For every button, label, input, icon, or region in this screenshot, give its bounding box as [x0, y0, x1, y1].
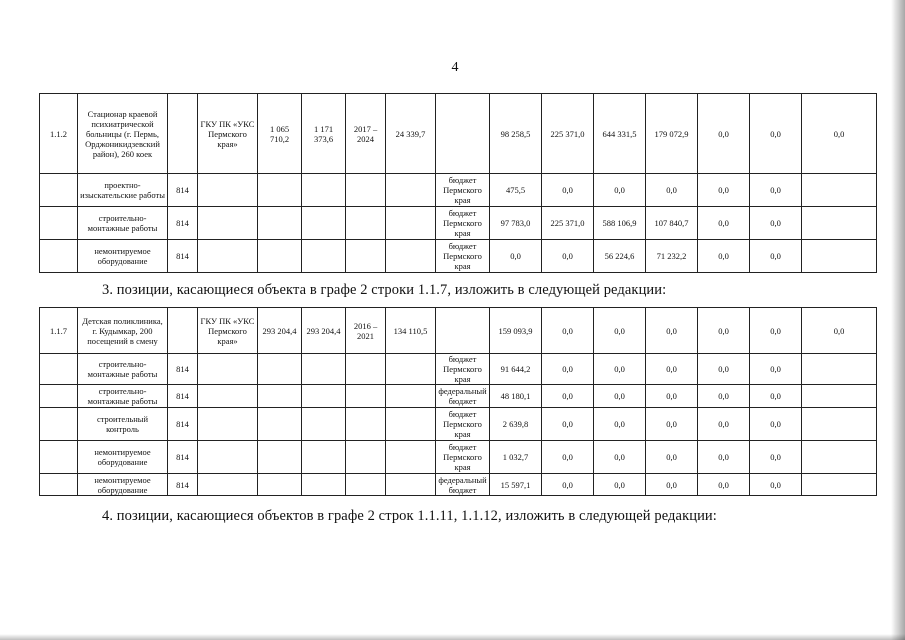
year-value: 179 072,9 — [646, 94, 698, 174]
table-row — [40, 474, 877, 496]
code-cell — [168, 308, 198, 354]
code-cell: 814 — [168, 207, 198, 240]
code-cell: 814 — [168, 474, 198, 496]
empty-cell — [198, 174, 258, 207]
year-value: 0,0 — [646, 354, 698, 385]
work-type: строительно-монтажные работы — [78, 354, 168, 385]
code-cell: 814 — [168, 408, 198, 441]
year-value: 0,0 — [698, 385, 750, 408]
empty-cell — [302, 474, 346, 496]
empty-cell — [802, 207, 877, 240]
year-value: 0,0 — [542, 240, 594, 273]
year-value: 56 224,6 — [594, 240, 646, 273]
year-value: 97 783,0 — [490, 207, 542, 240]
source-cell — [436, 94, 490, 174]
period-cell: 2016 – 2021 — [346, 308, 386, 354]
work-type: проектно-изыскательские работы — [78, 174, 168, 207]
year-value: 0,0 — [698, 94, 750, 174]
section-4-heading: 4. позиции, касающиеся объектов в графе 2 строк 1.1.11, 1.1.12, изложить в следующей редакции: — [102, 508, 717, 524]
year-value: 644 331,5 — [594, 94, 646, 174]
year-value: 0,0 — [594, 408, 646, 441]
table-row — [40, 240, 877, 273]
empty-cell — [40, 354, 78, 385]
year-value: 0,0 — [698, 174, 750, 207]
empty-cell — [40, 441, 78, 474]
year-value: 0,0 — [542, 174, 594, 207]
year-value: 0,0 — [750, 207, 802, 240]
code-cell: 814 — [168, 174, 198, 207]
empty-cell — [198, 408, 258, 441]
year-value: 48 180,1 — [490, 385, 542, 408]
empty-cell — [198, 207, 258, 240]
empty-cell — [40, 408, 78, 441]
year-value: 0,0 — [594, 174, 646, 207]
year-value: 0,0 — [750, 441, 802, 474]
empty-cell — [40, 385, 78, 408]
year-value: 475,5 — [490, 174, 542, 207]
table-row — [40, 354, 877, 385]
year-value: 0,0 — [594, 474, 646, 496]
year-value: 0,0 — [594, 354, 646, 385]
empty-cell — [802, 240, 877, 273]
year-value: 0,0 — [542, 308, 594, 354]
work-type: немонтируемое оборудование — [78, 240, 168, 273]
page-number: 4 — [451, 60, 459, 75]
year-value: 0,0 — [802, 94, 877, 174]
empty-cell — [386, 385, 436, 408]
work-type: строительно-монтажные работы — [78, 207, 168, 240]
table-row — [40, 441, 877, 474]
empty-cell — [302, 240, 346, 273]
empty-cell — [802, 474, 877, 496]
funding-source: бюджет Пермского края — [436, 354, 490, 385]
empty-cell — [302, 385, 346, 408]
funding-source: бюджет Пермского края — [436, 240, 490, 273]
empty-cell — [40, 174, 78, 207]
empty-cell — [346, 240, 386, 273]
year-value: 0,0 — [646, 174, 698, 207]
empty-cell — [198, 441, 258, 474]
year-value: 0,0 — [750, 174, 802, 207]
empty-cell — [302, 207, 346, 240]
empty-cell — [258, 441, 302, 474]
empty-cell — [386, 240, 436, 273]
empty-cell — [802, 174, 877, 207]
year-value: 0,0 — [646, 385, 698, 408]
year-value: 0,0 — [646, 308, 698, 354]
year-value: 0,0 — [542, 385, 594, 408]
year-value: 0,0 — [698, 354, 750, 385]
code-cell — [168, 94, 198, 174]
empty-cell — [346, 474, 386, 496]
period-cell: 2017 – 2024 — [346, 94, 386, 174]
empty-cell — [386, 354, 436, 385]
empty-cell — [386, 408, 436, 441]
year-value: 98 258,5 — [490, 94, 542, 174]
customer-org: ГКУ ПК «УКС Пермского края» — [198, 94, 258, 174]
empty-cell — [386, 174, 436, 207]
empty-cell — [40, 474, 78, 496]
year-value: 0,0 — [802, 308, 877, 354]
year-value: 0,0 — [646, 408, 698, 441]
empty-cell — [198, 240, 258, 273]
row-number: 1.1.2 — [40, 94, 78, 174]
row-number: 1.1.7 — [40, 308, 78, 354]
year-value: 107 840,7 — [646, 207, 698, 240]
funding-source: федеральный бюджет — [436, 385, 490, 408]
customer-org: ГКУ ПК «УКС Пермского края» — [198, 308, 258, 354]
empty-cell — [258, 354, 302, 385]
value-cell: 24 339,7 — [386, 94, 436, 174]
empty-cell — [802, 385, 877, 408]
cost-cell: 1 171 373,6 — [302, 94, 346, 174]
empty-cell — [258, 408, 302, 441]
year-value: 0,0 — [750, 308, 802, 354]
year-value: 588 106,9 — [594, 207, 646, 240]
year-value: 0,0 — [698, 474, 750, 496]
scan-bottom-shadow — [0, 634, 905, 640]
object-table-1-1-2 — [39, 93, 877, 273]
year-value: 0,0 — [750, 240, 802, 273]
table-row — [40, 207, 877, 240]
empty-cell — [346, 174, 386, 207]
empty-cell — [198, 474, 258, 496]
year-value: 0,0 — [698, 308, 750, 354]
year-value: 0,0 — [542, 441, 594, 474]
scan-edge-shadow — [891, 0, 905, 640]
year-value: 225 371,0 — [542, 94, 594, 174]
empty-cell — [302, 354, 346, 385]
empty-cell — [802, 354, 877, 385]
empty-cell — [386, 474, 436, 496]
year-value: 0,0 — [698, 408, 750, 441]
work-type: немонтируемое оборудование — [78, 441, 168, 474]
empty-cell — [258, 207, 302, 240]
code-cell: 814 — [168, 354, 198, 385]
code-cell: 814 — [168, 240, 198, 273]
code-cell: 814 — [168, 385, 198, 408]
year-value: 2 639,8 — [490, 408, 542, 441]
code-cell: 814 — [168, 441, 198, 474]
work-type: немонтируемое оборудование — [78, 474, 168, 496]
empty-cell — [258, 385, 302, 408]
year-value: 159 093,9 — [490, 308, 542, 354]
empty-cell — [302, 408, 346, 441]
table-row — [40, 174, 877, 207]
empty-cell — [302, 441, 346, 474]
year-value: 0,0 — [594, 385, 646, 408]
table-row — [40, 408, 877, 441]
empty-cell — [386, 441, 436, 474]
year-value: 0,0 — [698, 441, 750, 474]
year-value: 15 597,1 — [490, 474, 542, 496]
cost-cell: 1 065 710,2 — [258, 94, 302, 174]
object-table-1-1-7 — [39, 307, 877, 496]
funding-source: федеральный бюджет — [436, 474, 490, 496]
empty-cell — [258, 174, 302, 207]
year-value: 0,0 — [750, 385, 802, 408]
cost-cell: 293 204,4 — [302, 308, 346, 354]
section-3-heading: 3. позиции, касающиеся объекта в графе 2 строки 1.1.7, изложить в следующей редакции: — [102, 282, 667, 298]
object-name: Стационар краевой психиатрической больницы (г. Пермь, Орджоникидзевский район), 260 коек — [78, 94, 168, 174]
table-row — [40, 385, 877, 408]
year-value: 0,0 — [542, 408, 594, 441]
table-row — [40, 308, 877, 354]
year-value: 0,0 — [542, 354, 594, 385]
year-value: 0,0 — [750, 474, 802, 496]
empty-cell — [302, 174, 346, 207]
work-type: строительный контроль — [78, 408, 168, 441]
year-value: 0,0 — [750, 94, 802, 174]
empty-cell — [40, 240, 78, 273]
empty-cell — [386, 207, 436, 240]
year-value: 1 032,7 — [490, 441, 542, 474]
funding-source: бюджет Пермского края — [436, 441, 490, 474]
empty-cell — [198, 385, 258, 408]
year-value: 0,0 — [646, 441, 698, 474]
object-name: Детская поликлиника, г. Кудымкар, 200 посещений в смену — [78, 308, 168, 354]
year-value: 0,0 — [646, 474, 698, 496]
empty-cell — [802, 441, 877, 474]
empty-cell — [40, 207, 78, 240]
year-value: 0,0 — [542, 474, 594, 496]
year-value: 225 371,0 — [542, 207, 594, 240]
empty-cell — [198, 354, 258, 385]
year-value: 0,0 — [698, 240, 750, 273]
year-value: 0,0 — [594, 308, 646, 354]
year-value: 0,0 — [594, 441, 646, 474]
table-row — [40, 94, 877, 174]
empty-cell — [346, 408, 386, 441]
year-value: 0,0 — [490, 240, 542, 273]
empty-cell — [346, 207, 386, 240]
funding-source: бюджет Пермского края — [436, 207, 490, 240]
empty-cell — [346, 441, 386, 474]
year-value: 71 232,2 — [646, 240, 698, 273]
empty-cell — [258, 474, 302, 496]
empty-cell — [802, 408, 877, 441]
year-value: 0,0 — [698, 207, 750, 240]
empty-cell — [346, 354, 386, 385]
source-cell — [436, 308, 490, 354]
empty-cell — [346, 385, 386, 408]
funding-source: бюджет Пермского края — [436, 174, 490, 207]
empty-cell — [258, 240, 302, 273]
year-value: 91 644,2 — [490, 354, 542, 385]
year-value: 0,0 — [750, 408, 802, 441]
cost-cell: 293 204,4 — [258, 308, 302, 354]
year-value: 0,0 — [750, 354, 802, 385]
work-type: строительно-монтажные работы — [78, 385, 168, 408]
value-cell: 134 110,5 — [386, 308, 436, 354]
funding-source: бюджет Пермского края — [436, 408, 490, 441]
